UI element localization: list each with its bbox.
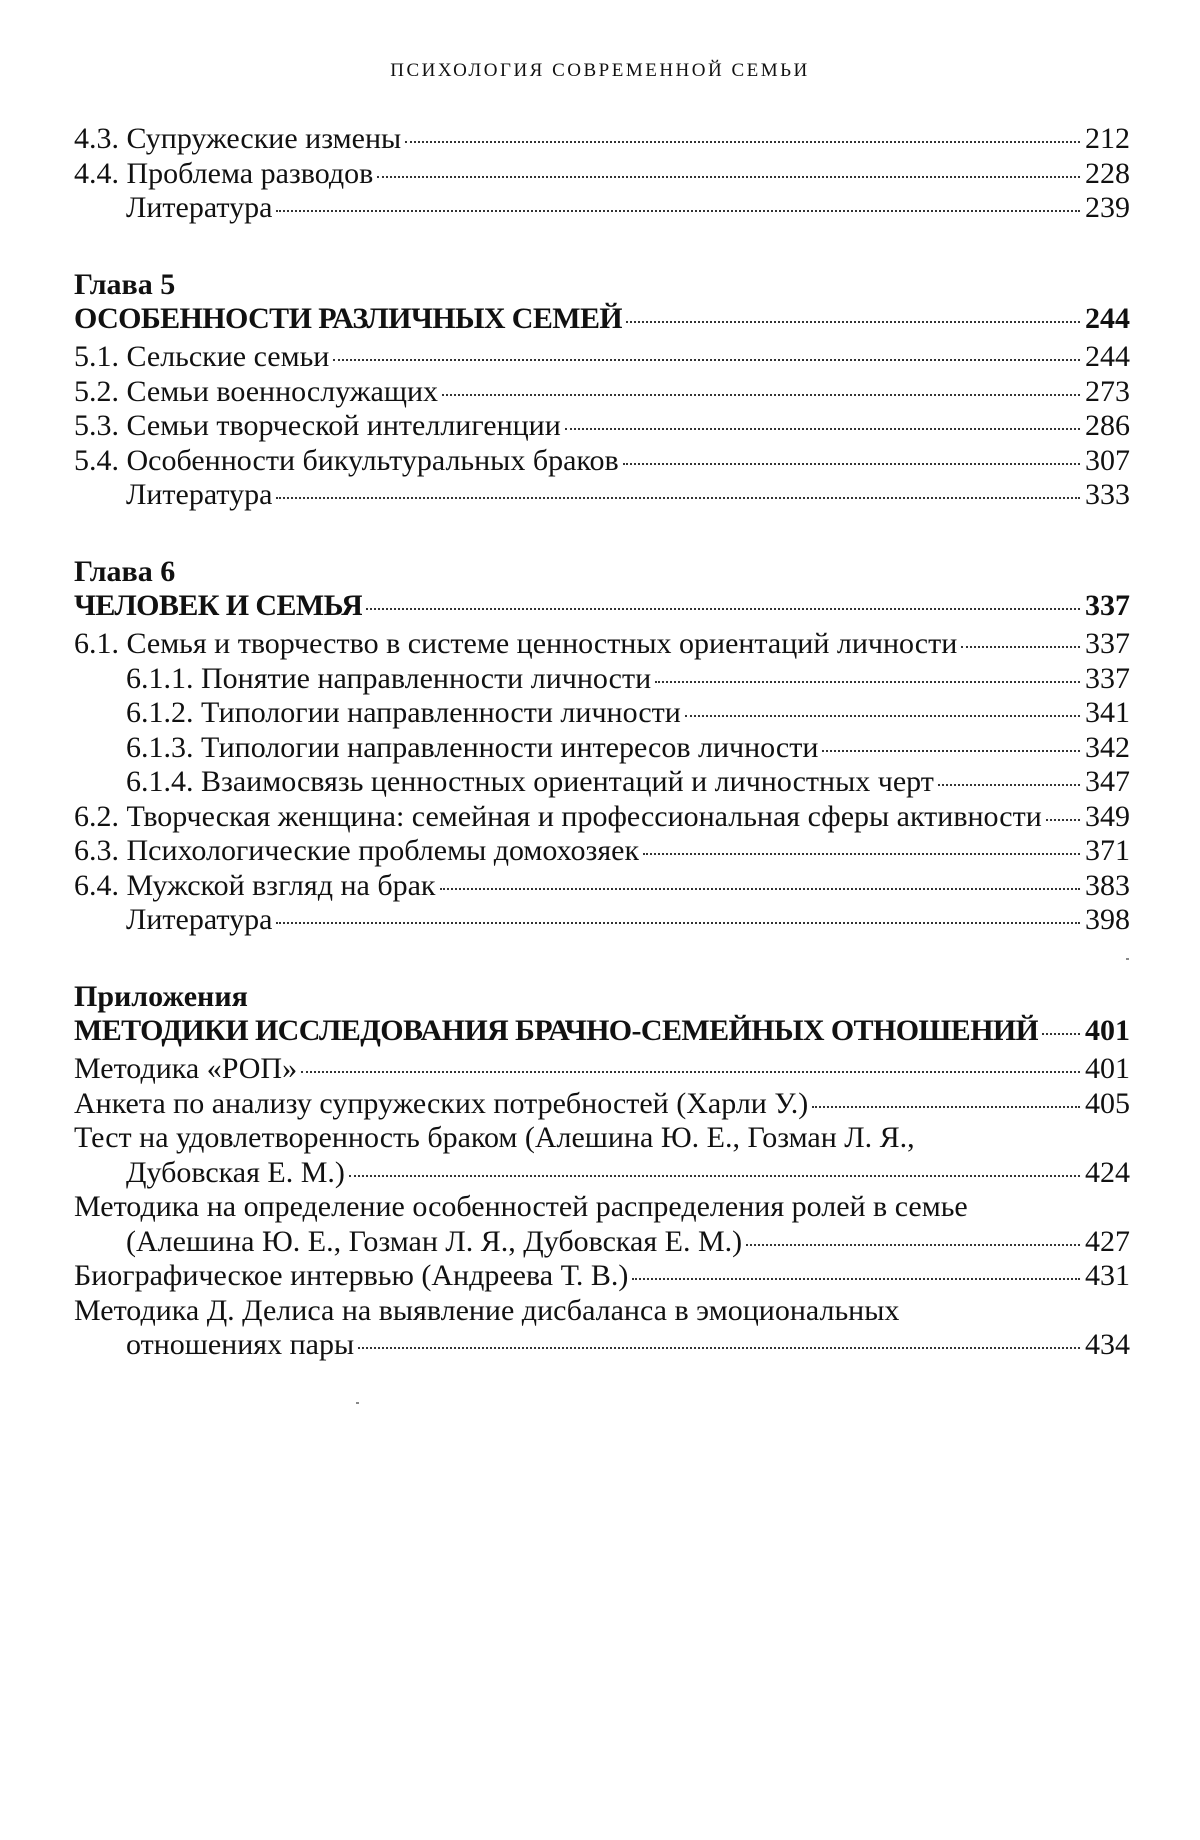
appendix-title: МЕТОДИКИ ИССЛЕДОВАНИЯ БРАЧНО-СЕМЕЙНЫХ ОТНОШЕНИЙ bbox=[74, 1014, 1038, 1049]
toc-entry-page: 337 bbox=[1084, 589, 1130, 624]
toc-entry-page: 239 bbox=[1084, 191, 1130, 226]
toc-entry-title: Анкета по анализу супружеских потребностей (Харли У.) bbox=[74, 1087, 808, 1122]
toc-entry[interactable] bbox=[74, 627, 1130, 662]
chapter-title: ЧЕЛОВЕК И СЕМЬЯ bbox=[74, 589, 362, 624]
toc-entry-title: Методика Д. Делиса на выявление дисбаланса в эмоциональных bbox=[74, 1294, 1130, 1329]
toc-entry-title: 6.1. Семья и творчество в системе ценностных ориентаций личности bbox=[74, 627, 957, 662]
toc-entry-title: 6.1.2. Типологии направленности личности bbox=[126, 696, 681, 731]
toc-entry-title: 6.1.4. Взаимосвязь ценностных ориентаций и личностных черт bbox=[126, 765, 934, 800]
toc-entry-page: 405 bbox=[1084, 1087, 1130, 1122]
dot-leader bbox=[442, 394, 1080, 396]
toc-entry[interactable] bbox=[74, 444, 1130, 479]
dot-leader bbox=[961, 646, 1080, 648]
toc-entry-page: 244 bbox=[1084, 340, 1130, 375]
toc-entry-title-continued: отношениях пары bbox=[126, 1328, 354, 1363]
toc-entry[interactable] bbox=[74, 122, 1130, 157]
dot-leader bbox=[812, 1106, 1080, 1108]
toc-entry-page: 383 bbox=[1084, 869, 1130, 904]
toc-entry-title: 5.4. Особенности бикультуральных браков bbox=[74, 444, 619, 479]
dot-leader bbox=[822, 750, 1080, 752]
chapter-label: Глава 5 bbox=[74, 268, 1130, 302]
toc-entry-page: 398 bbox=[1084, 903, 1130, 938]
toc-entry-page: 424 bbox=[1084, 1156, 1130, 1191]
toc-entry-page: 244 bbox=[1084, 302, 1130, 337]
scan-speck bbox=[1126, 958, 1129, 960]
toc-entry-title: Литература bbox=[126, 478, 272, 513]
toc-entry-title: Тест на удовлетворенность браком (Алешина Ю. Е., Гозман Л. Я., bbox=[74, 1121, 1130, 1156]
dot-leader bbox=[276, 922, 1080, 924]
toc-entry[interactable] bbox=[74, 157, 1130, 192]
toc-entry-page: 337 bbox=[1084, 627, 1130, 662]
dot-leader bbox=[685, 715, 1080, 717]
toc-subentry[interactable] bbox=[74, 662, 1130, 697]
toc-entry-title: 6.4. Мужской взгляд на брак bbox=[74, 869, 436, 904]
toc-entry-literature[interactable] bbox=[74, 903, 1130, 938]
toc-entry-title: Литература bbox=[126, 903, 272, 938]
chapter-title-entry[interactable] bbox=[74, 302, 1130, 337]
toc-entry-title: 6.2. Творческая женщина: семейная и профессиональная сферы активности bbox=[74, 800, 1042, 835]
toc-entry-wrapped[interactable] bbox=[74, 1190, 1130, 1259]
table-of-contents bbox=[74, 122, 1130, 1363]
dot-leader bbox=[1046, 819, 1080, 821]
chapter-label: Глава 6 bbox=[74, 555, 1130, 589]
dot-leader bbox=[366, 608, 1080, 610]
toc-entry[interactable] bbox=[74, 340, 1130, 375]
toc-subentry[interactable] bbox=[74, 731, 1130, 766]
toc-entry-page: 349 bbox=[1084, 800, 1130, 835]
toc-entry-title-continued: (Алешина Ю. Е., Гозман Л. Я., Дубовская Е. М.) bbox=[126, 1225, 742, 1260]
toc-entry-page: 371 bbox=[1084, 834, 1130, 869]
dot-leader bbox=[440, 888, 1081, 890]
dot-leader bbox=[333, 359, 1080, 361]
toc-entry-title: 6.1.1. Понятие направленности личности bbox=[126, 662, 651, 697]
toc-entry[interactable] bbox=[74, 800, 1130, 835]
toc-entry-title: 5.3. Семьи творческой интеллигенции bbox=[74, 409, 561, 444]
toc-entry-page: 212 bbox=[1084, 122, 1130, 157]
toc-entry-page: 273 bbox=[1084, 375, 1130, 410]
toc-entry-page: 434 bbox=[1084, 1328, 1130, 1363]
toc-entry-title: 5.2. Семьи военнослужащих bbox=[74, 375, 438, 410]
scan-speck bbox=[356, 1402, 359, 1404]
toc-entry[interactable] bbox=[74, 375, 1130, 410]
dot-leader bbox=[405, 141, 1080, 143]
toc-entry-title: Методика на определение особенностей распределения ролей в семье bbox=[74, 1190, 1130, 1225]
toc-entry[interactable] bbox=[74, 1087, 1130, 1122]
dot-leader bbox=[1042, 1033, 1080, 1035]
toc-entry-page: 427 bbox=[1084, 1225, 1130, 1260]
dot-leader bbox=[565, 428, 1080, 430]
toc-entry-page: 286 bbox=[1084, 409, 1130, 444]
dot-leader bbox=[655, 681, 1080, 683]
toc-entry[interactable] bbox=[74, 834, 1130, 869]
toc-entry[interactable] bbox=[74, 409, 1130, 444]
toc-entry-continuation bbox=[74, 1225, 1130, 1260]
dot-leader bbox=[632, 1278, 1080, 1280]
toc-entry-continuation bbox=[74, 1156, 1130, 1191]
toc-entry-title: 5.1. Сельские семьи bbox=[74, 340, 329, 375]
toc-entry-title-continued: Дубовская Е. М.) bbox=[126, 1156, 345, 1191]
chapter-title: ОСОБЕННОСТИ РАЗЛИЧНЫХ СЕМЕЙ bbox=[74, 302, 622, 337]
toc-entry-page: 431 bbox=[1084, 1259, 1130, 1294]
appendix-label: Приложения bbox=[74, 980, 1130, 1014]
toc-entry-page: 401 bbox=[1084, 1052, 1130, 1087]
dot-leader bbox=[643, 853, 1080, 855]
toc-entry-wrapped[interactable] bbox=[74, 1294, 1130, 1363]
toc-entry[interactable] bbox=[74, 869, 1130, 904]
toc-entry-continuation bbox=[74, 1328, 1130, 1363]
toc-entry-title: 4.4. Проблема разводов bbox=[74, 157, 373, 192]
toc-subentry[interactable] bbox=[74, 696, 1130, 731]
toc-entry[interactable] bbox=[74, 1052, 1130, 1087]
toc-entry-wrapped[interactable] bbox=[74, 1121, 1130, 1190]
dot-leader bbox=[938, 784, 1080, 786]
toc-entry-title: 6.3. Психологические проблемы домохозяек bbox=[74, 834, 639, 869]
appendix-title-entry[interactable] bbox=[74, 1014, 1130, 1049]
toc-entry[interactable] bbox=[74, 1259, 1130, 1294]
dot-leader bbox=[301, 1071, 1080, 1073]
dot-leader bbox=[276, 210, 1080, 212]
toc-entry-page: 333 bbox=[1084, 478, 1130, 513]
toc-entry-title: Литература bbox=[126, 191, 272, 226]
toc-entry-page: 307 bbox=[1084, 444, 1130, 479]
book-page bbox=[0, 0, 1200, 1840]
running-head: ПСИХОЛОГИЯ СОВРЕМЕННОЙ СЕМЬИ bbox=[0, 60, 1200, 82]
toc-entry-title: 6.1.3. Типологии направленности интересов личности bbox=[126, 731, 818, 766]
toc-entry-literature[interactable] bbox=[74, 478, 1130, 513]
toc-subentry[interactable] bbox=[74, 765, 1130, 800]
toc-entry-page: 337 bbox=[1084, 662, 1130, 697]
dot-leader bbox=[377, 176, 1080, 178]
chapter-title-entry[interactable] bbox=[74, 589, 1130, 624]
toc-entry-literature[interactable] bbox=[74, 191, 1130, 226]
toc-entry-title: 4.3. Супружеские измены bbox=[74, 122, 401, 157]
toc-entry-page: 341 bbox=[1084, 696, 1130, 731]
toc-entry-page: 401 bbox=[1084, 1014, 1130, 1049]
toc-entry-page: 342 bbox=[1084, 731, 1130, 766]
toc-entry-page: 228 bbox=[1084, 157, 1130, 192]
dot-leader bbox=[626, 321, 1080, 323]
dot-leader bbox=[358, 1347, 1080, 1349]
dot-leader bbox=[623, 463, 1080, 465]
dot-leader bbox=[276, 497, 1080, 499]
toc-entry-page: 347 bbox=[1084, 765, 1130, 800]
dot-leader bbox=[746, 1244, 1080, 1246]
toc-entry-title: Методика «РОП» bbox=[74, 1052, 297, 1087]
toc-entry-title: Биографическое интервью (Андреева Т. В.) bbox=[74, 1259, 628, 1294]
dot-leader bbox=[349, 1175, 1080, 1177]
